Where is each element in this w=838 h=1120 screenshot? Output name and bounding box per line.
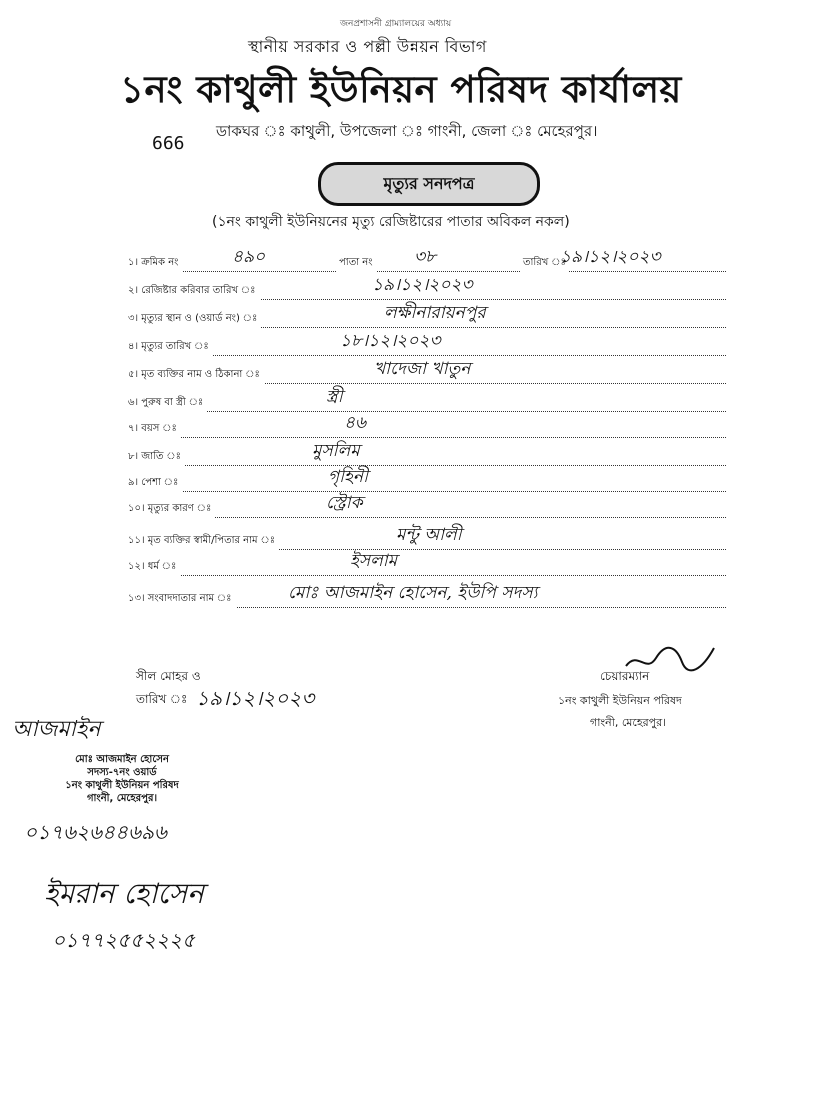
field-label: ১০। মৃত্যুর কারণ ঃ bbox=[128, 501, 215, 518]
field-row-register-date bbox=[128, 275, 726, 302]
field-row-spouse-father bbox=[128, 525, 726, 552]
department-title: স্থানীয় সরকার ও পল্লী উন্নয়ন বিভাগ bbox=[248, 37, 487, 56]
field-label: ২। রেজিষ্টার করিবার তারিখ ঃ bbox=[128, 283, 260, 300]
seal-label: সীল মোহর ও bbox=[136, 669, 201, 683]
field-row-deceased-name bbox=[128, 359, 726, 386]
field-row-age bbox=[128, 413, 726, 440]
field-value: মোঃ আজমাইন হোসেন, ইউপি সদস্য bbox=[288, 583, 538, 603]
dotted-line bbox=[128, 465, 726, 466]
member-place: গাংনী, মেহেরপুর। bbox=[86, 793, 158, 804]
field-value: গৃহিনী bbox=[328, 467, 368, 487]
date-label: তারিখ ঃ bbox=[520, 255, 569, 272]
field-row-occupation bbox=[128, 467, 726, 494]
field-value: ৪৯০ bbox=[232, 247, 266, 267]
field-row-nationality bbox=[128, 441, 726, 468]
field-label: ১২। ধর্ম ঃ bbox=[128, 559, 180, 576]
field-label: ৩। মৃত্যুর স্থান ও (ওয়ার্ড নং) ঃ bbox=[128, 311, 261, 328]
document-subtitle: (১নং কাথুলী ইউনিয়নের মৃত্যু রেজিষ্টারের পাতার অবিকল নকল) bbox=[212, 214, 570, 230]
handwritten-phone-2: ০১৭৭২৫৫২২২৫ bbox=[52, 928, 195, 952]
field-label: ১১। মৃত ব্যক্তির স্বামী/পিতার নাম ঃ bbox=[128, 533, 279, 550]
date-value: ১৯।১২।২০২৩ bbox=[560, 247, 661, 267]
field-value: ১৯।১২।২০২৩ bbox=[372, 275, 473, 295]
top-small-text: জনপ্রশাসনী গ্রাম্যালয়ের অধ্যায় bbox=[340, 19, 452, 29]
field-label: ৫। মৃত ব্যক্তির নাম ও ঠিকানা ঃ bbox=[128, 367, 264, 384]
page-value: ৩৮ bbox=[414, 247, 437, 267]
field-row-religion bbox=[128, 551, 726, 578]
field-label: ৮। জাতি ঃ bbox=[128, 449, 185, 466]
member-role: সদস্য-৭নং ওয়ার্ড bbox=[87, 767, 157, 778]
dotted-line bbox=[128, 437, 726, 438]
field-label: ১। ক্রমিক নং bbox=[128, 255, 182, 272]
field-value: স্ত্রী bbox=[326, 387, 343, 407]
handwritten-signature: ইমরান হোসেন bbox=[44, 877, 204, 910]
certificate-badge bbox=[318, 162, 540, 206]
member-signature: আজমাইন bbox=[12, 717, 101, 742]
chairman-union: ১নং কাথুলী ইউনিয়ন পরিষদ bbox=[558, 694, 682, 707]
office-address: ডাকঘর ঃ কাথুলী, উপজেলা ঃ গাংনী, জেলা ঃ মেহেরপুর। bbox=[216, 122, 598, 140]
office-title: ১নং কাথুলী ইউনিয়ন পরিষদ কার্যালয় bbox=[120, 68, 682, 111]
field-label: ৭। বয়স ঃ bbox=[128, 421, 181, 438]
field-value: খাদেজা খাতুন bbox=[374, 359, 471, 379]
field-label: ১৩। সংবাদদাতার নাম ঃ bbox=[128, 591, 236, 608]
field-value: ইসলাম bbox=[350, 551, 398, 571]
field-row-gender bbox=[128, 387, 726, 414]
dotted-line bbox=[128, 411, 726, 412]
document-number: 666 bbox=[152, 133, 185, 154]
chairman-place: গাংনী, মেহেরপুর। bbox=[590, 716, 667, 729]
field-row-informant bbox=[128, 583, 726, 610]
page-label: পাতা নং bbox=[336, 255, 376, 272]
member-union: ১নং কাথুলী ইউনিয়ন পরিষদ bbox=[65, 780, 179, 791]
footer-date-label: তারিখ ঃ bbox=[136, 692, 188, 706]
member-name: মোঃ আজমাইন হোসেন bbox=[75, 754, 169, 765]
field-value: ১৮।১২।২০২৩ bbox=[340, 331, 441, 351]
field-value: মুসলিম bbox=[312, 441, 360, 461]
dotted-line bbox=[128, 491, 726, 492]
field-value: স্ট্রোক bbox=[326, 493, 363, 513]
field-row-death-date bbox=[128, 331, 726, 358]
chairman-label: চেয়ারম্যান bbox=[600, 669, 650, 683]
dotted-line bbox=[128, 575, 726, 576]
field-label: ৬। পুরুষ বা স্ত্রী ঃ bbox=[128, 395, 207, 412]
field-value: ৪৬ bbox=[344, 413, 367, 433]
field-value: লক্ষীনারায়নপুর bbox=[384, 303, 486, 323]
field-row-serial bbox=[128, 247, 726, 274]
footer-date-value: ১৯।১২।২০২৩ bbox=[196, 686, 315, 710]
handwritten-phone-1: ০১৭৬২৬৪৪৬৯৬ bbox=[24, 820, 167, 844]
field-value: মন্টু আলী bbox=[396, 525, 462, 545]
certificate-badge-text: মৃত্যুর সনদপত্র bbox=[383, 173, 475, 193]
field-row-death-cause bbox=[128, 493, 726, 520]
field-row-death-place bbox=[128, 303, 726, 330]
field-label: ৪। মৃত্যুর তারিখ ঃ bbox=[128, 339, 213, 356]
field-label: ৯। পেশা ঃ bbox=[128, 475, 182, 492]
member-stamp bbox=[12, 712, 232, 805]
dotted-line bbox=[128, 517, 726, 518]
